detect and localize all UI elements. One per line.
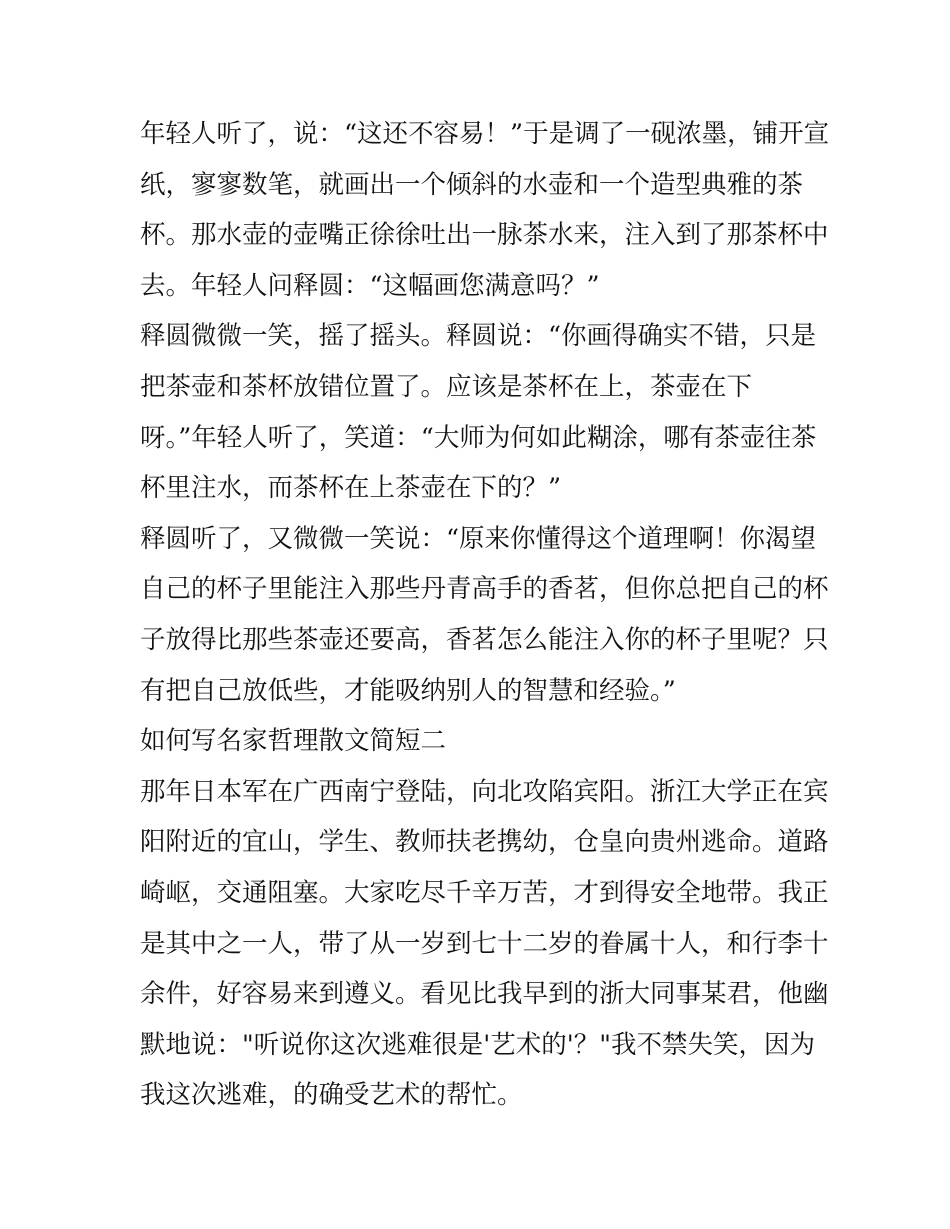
text-line: 是其中之一人，带了从一岁到七十二岁的眷属十人，和行李十 <box>140 928 829 959</box>
text-line: 把茶壶和茶杯放错位置了。应该是茶杯在上，茶壶在下 <box>140 371 753 402</box>
text-line: 子放得比那些茶壶还要高，香茗怎么能注入你的杯子里呢？只 <box>140 624 829 655</box>
section-heading: 如何写名家哲理散文简短二 <box>140 726 447 757</box>
text-line: 杯。那水壶的壶嘴正徐徐吐出一脉茶水来，注入到了那茶杯中 <box>140 220 829 251</box>
text-line: 释圆听了，又微微一笑说：“原来你懂得这个道理啊！你渴望 <box>140 523 817 554</box>
text-line: 崎岖，交通阻塞。大家吃尽千辛万苦，才到得安全地带。我正 <box>140 877 829 908</box>
text-line: 那年日本军在广西南宁登陆，向北攻陷宾阳。浙江大学正在宾 <box>140 776 829 807</box>
body-text <box>140 109 830 1121</box>
text-line: 释圆微微一笑，摇了摇头。释圆说：“你画得确实不错，只是 <box>140 321 817 352</box>
text-line: 有把自己放低些，才能吸纳别人的智慧和经验。” <box>140 675 676 706</box>
text-line: 自己的杯子里能注入那些丹青高手的香茗，但你总把自己的杯 <box>140 574 829 605</box>
text-line: 年轻人听了，说：“这还不容易！”于是调了一砚浓墨，铺开宣 <box>140 119 830 149</box>
text-line: 默地说："听说你这次逃难很是'艺术的'？"我不禁失笑，因为 <box>140 1029 815 1060</box>
text-line: 我这次逃难，的确受艺术的帮忙。 <box>140 1080 523 1111</box>
text-line: 阳附近的宜山，学生、教师扶老携幼，仓皇向贵州逃命。道路 <box>140 827 829 858</box>
text-line: 余件，好容易来到遵义。看见比我早到的浙大同事某君，他幽 <box>140 979 829 1010</box>
text-line: 呀。”年轻人听了，笑道：“大师为何如此糊涂，哪有茶壶往茶 <box>140 422 817 453</box>
text-line: 去。年轻人问释圆：“这幅画您满意吗？” <box>140 270 600 301</box>
text-line: 纸，寥寥数笔，就画出一个倾斜的水壶和一个造型典雅的茶 <box>140 169 804 200</box>
text-line: 杯里注水，而茶杯在上茶壶在下的？” <box>140 473 562 504</box>
